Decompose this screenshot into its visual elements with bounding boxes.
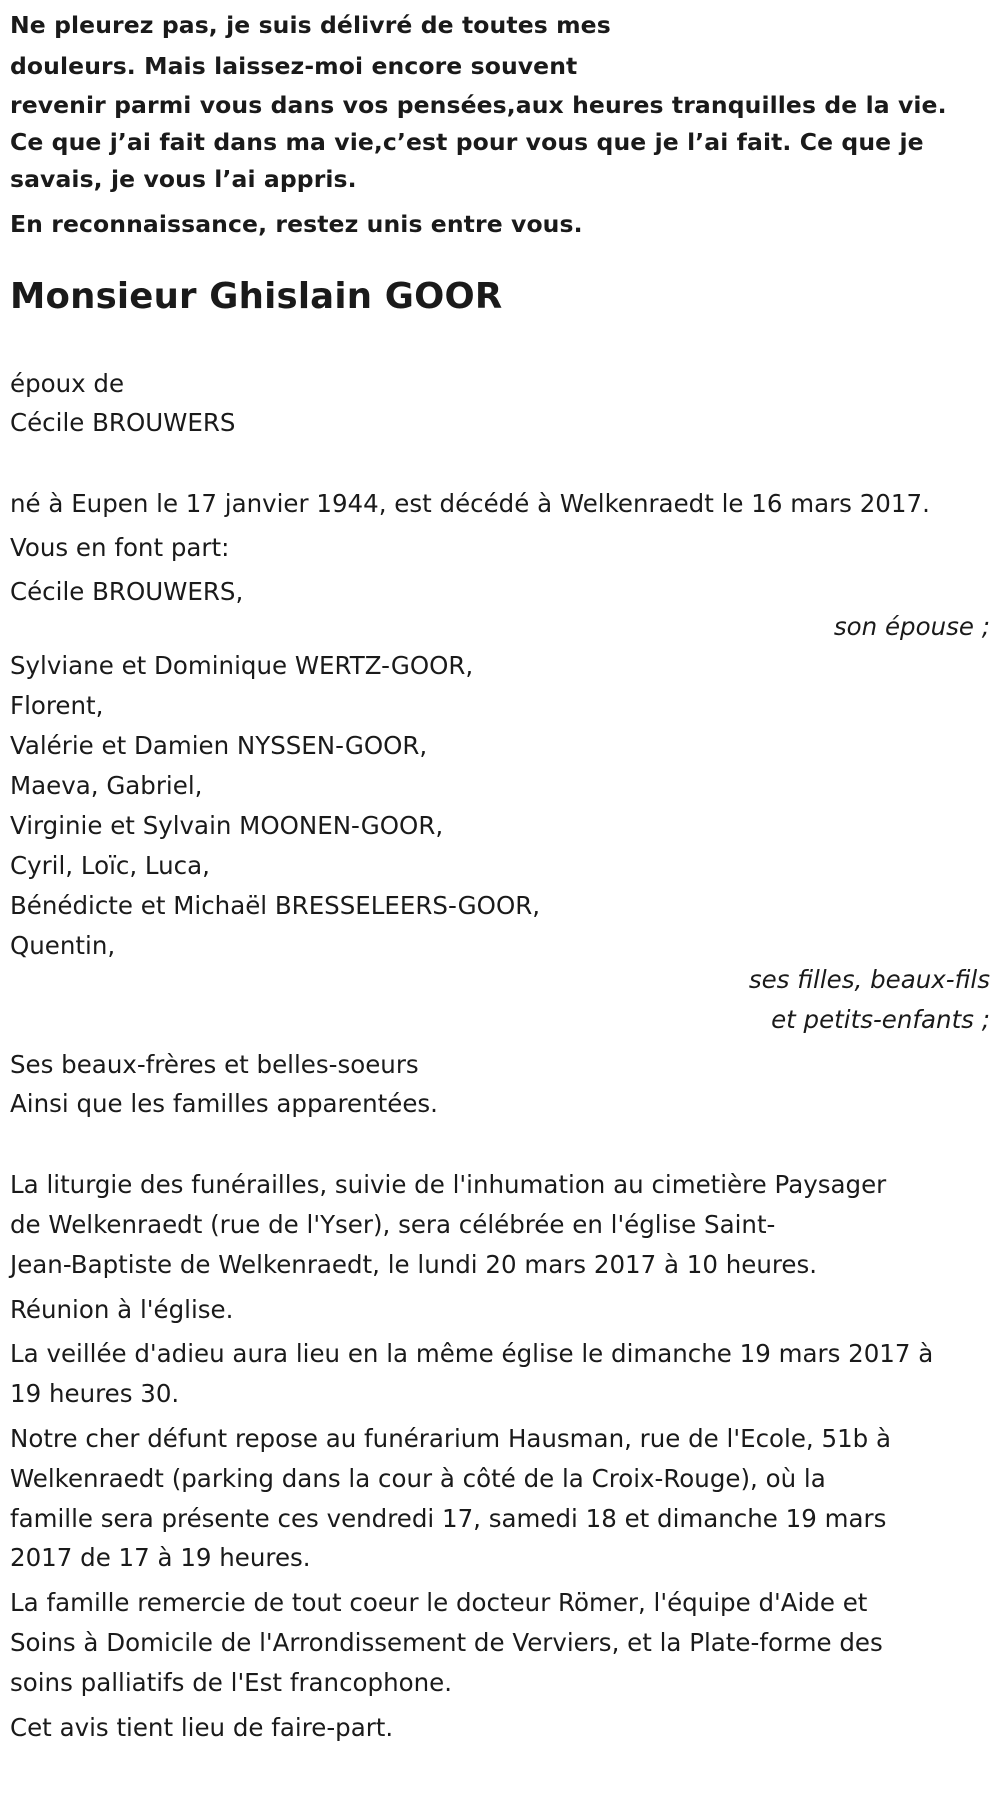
- children-relation-line: ses filles, beaux-fils: [748, 964, 990, 994]
- vigil-paragraph: [10, 1334, 990, 1414]
- poem-line: savais, je vous l’ai appris.: [10, 164, 357, 193]
- children-list: [10, 646, 990, 966]
- closing-note: Cet avis tient lieu de faire-part.: [10, 1712, 394, 1742]
- spouse-relation: son épouse ;: [833, 611, 990, 641]
- rest-line: Welkenraedt (parking dans la cour à côté de la Croix-Rouge), où la: [10, 1463, 826, 1493]
- list-item: Cyril, Loïc, Luca,: [10, 850, 210, 880]
- poem: [10, 0, 990, 245]
- liturgy-line: La liturgie des funérailles, suivie de l'inhumation au cimetière Paysager: [10, 1170, 887, 1200]
- meeting-note: Réunion à l'église.: [10, 1294, 234, 1324]
- vigil-line: 19 heures 30.: [10, 1379, 180, 1409]
- rest-line: famille sera présente ces vendredi 17, samedi 18 et dimanche 19 mars: [10, 1503, 887, 1533]
- relatives-line: Ses beaux-frères et belles-soeurs: [10, 1049, 419, 1079]
- children-relation-line: et petits-enfants ;: [771, 1004, 990, 1034]
- list-item: Quentin,: [10, 930, 116, 960]
- thanks-paragraph: [10, 1583, 990, 1702]
- spouse-prefix: époux de: [10, 368, 125, 398]
- list-item: Sylviane et Dominique WERTZ-GOOR,: [10, 650, 474, 680]
- rest-line: Notre cher défunt repose au funérarium Hausman, rue de l'Ecole, 51b à: [10, 1424, 892, 1454]
- list-item: Virginie et Sylvain MOONEN-GOOR,: [10, 810, 444, 840]
- spouse-block: [10, 364, 990, 444]
- thanks-line: soins palliatifs de l'Est francophone.: [10, 1667, 452, 1697]
- spouse-name: Cécile BROUWERS: [10, 408, 236, 438]
- relatives: [10, 1045, 990, 1125]
- vigil-line: La veillée d'adieu aura lieu en la même église le dimanche 19 mars 2017 à: [10, 1339, 934, 1369]
- birth-death-line: né à Eupen le 17 janvier 1944, est décédé à Welkenraedt le 16 mars 2017.: [10, 489, 930, 519]
- list-item: Bénédicte et Michaël BRESSELEERS-GOOR,: [10, 890, 541, 920]
- liturgy-line: de Welkenraedt (rue de l'Yser), sera célébrée en l'église Saint-: [10, 1210, 776, 1240]
- poem-line: En reconnaissance, restez unis entre vous.: [10, 209, 583, 238]
- liturgy-paragraph: [10, 1165, 990, 1284]
- deceased-name: Monsieur Ghislain GOOR: [10, 275, 503, 317]
- thanks-line: La famille remercie de tout coeur le docteur Römer, l'équipe d'Aide et: [10, 1588, 868, 1618]
- announcement-spouse: Cécile BROUWERS,: [10, 576, 244, 606]
- liturgy-line: Jean-Baptiste de Welkenraedt, le lundi 20 mars 2017 à 10 heures.: [10, 1249, 818, 1279]
- rest-paragraph: [10, 1419, 990, 1578]
- list-item: Maeva, Gabriel,: [10, 770, 203, 800]
- poem-line: Ce que j’ai fait dans ma vie,c’est pour vous que je l’ai fait. Ce que je: [10, 127, 924, 156]
- rest-line: 2017 de 17 à 19 heures.: [10, 1543, 311, 1573]
- poem-line: revenir parmi vous dans vos pensées,aux heures tranquilles de la vie.: [10, 90, 947, 119]
- children-relation: [10, 960, 990, 1040]
- list-item: Valérie et Damien NYSSEN-GOOR,: [10, 730, 428, 760]
- announcement-intro: Vous en font part:: [10, 533, 230, 563]
- poem-line: douleurs. Mais laissez-moi encore souvent: [10, 52, 578, 80]
- list-item: Florent,: [10, 690, 104, 720]
- thanks-line: Soins à Domicile de l'Arrondissement de Verviers, et la Plate-forme des: [10, 1628, 883, 1658]
- poem-line: Ne pleurez pas, je suis délivré de toutes mes: [10, 11, 611, 39]
- relatives-line: Ainsi que les familles apparentées.: [10, 1089, 438, 1119]
